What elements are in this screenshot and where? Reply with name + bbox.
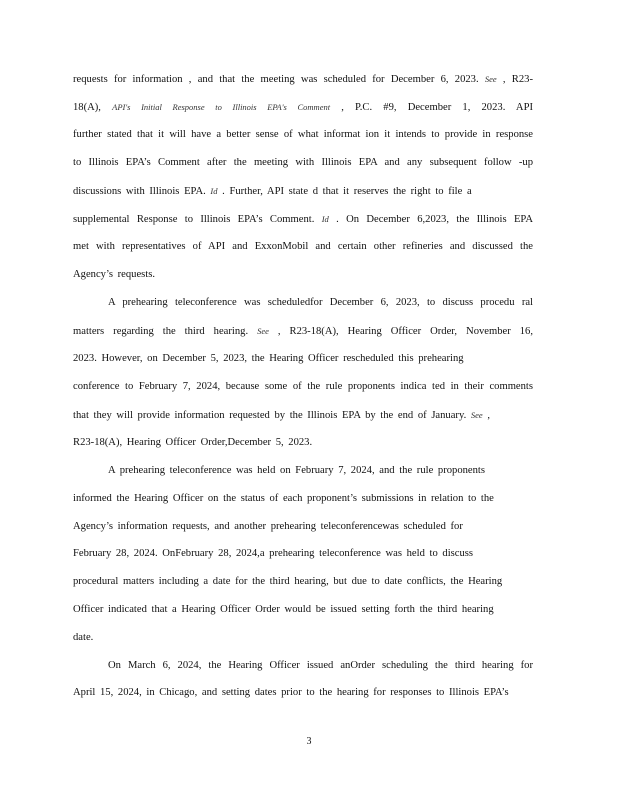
- text-segment: date.: [73, 632, 94, 643]
- citation-italic: Id: [321, 214, 329, 224]
- text-segment: 2023. However, on December 5, 2023, the Hearing Officer rescheduled this prehearing: [73, 353, 464, 364]
- text-segment: , R23-: [496, 74, 533, 85]
- text-segment: informed the Hearing Officer on the status of each proponent’s submissions in relation to the: [73, 493, 494, 504]
- text-line: [108, 296, 533, 310]
- text-line: [73, 156, 533, 170]
- citation-italic: See: [470, 410, 483, 420]
- text-segment: supplemental Response to Illinois EPA’s Comment.: [73, 214, 322, 225]
- text-line: [73, 520, 533, 534]
- text-line: [73, 324, 533, 339]
- text-segment: February 28, 2024. OnFebruary 28, 2024,a prehearing teleconference was held to discuss: [73, 548, 474, 559]
- text-line: [73, 380, 533, 394]
- text-line: [73, 547, 533, 561]
- text-segment: requests for information , and that the meeting was scheduled for December 6, 2023.: [73, 74, 485, 85]
- text-segment: matters regarding the third hearing.: [73, 326, 258, 337]
- text-line: [73, 408, 533, 423]
- text-segment: A prehearing teleconference was scheduledfor December 6, 2023, to discuss procedu ral: [108, 297, 533, 308]
- text-line: [73, 184, 533, 199]
- text-segment: Agency’s requests.: [73, 269, 156, 280]
- text-segment: 18(A),: [73, 102, 113, 113]
- text-segment: Agency’s information requests, and another prehearing teleconferencewas scheduled for: [73, 521, 463, 532]
- text-segment: , R23-18(A), Hearing Officer Order, November 16,: [268, 326, 533, 337]
- text-line: [73, 631, 533, 645]
- text-segment: discussions with Illinois EPA.: [73, 186, 211, 197]
- text-segment: , P.C. #9, December 1, 2023. API: [330, 102, 533, 113]
- text-segment: On March 6, 2024, the Hearing Officer issued anOrder scheduling the third hearing for: [108, 660, 533, 671]
- citation-italic: See: [484, 74, 497, 84]
- text-segment: . Further, API state d that it reserves the right to file a: [217, 186, 472, 197]
- text-segment: conference to February 7, 2024, because some of the rule proponents indica ted in their comments: [73, 381, 533, 392]
- citation-italic: Id: [210, 186, 218, 196]
- text-line: [73, 212, 533, 227]
- page-number: 3: [306, 736, 312, 747]
- text-segment: that they will provide information requested by the Illinois EPA by the end of January.: [73, 410, 471, 421]
- text-line: [108, 659, 533, 673]
- text-segment: Officer indicated that a Hearing Officer Order would be issued setting forth the third hearing: [73, 604, 494, 615]
- text-line: [73, 492, 533, 506]
- text-segment: to Illinois EPA’s Comment after the meeting with Illinois EPA and any subsequent follow -up: [73, 157, 533, 168]
- text-segment: R23-18(A), Hearing Officer Order,December 5, 2023.: [73, 437, 313, 448]
- text-segment: procedural matters including a date for the third hearing, but due to date conflicts, the Hearing: [73, 576, 503, 587]
- text-line: [73, 686, 533, 700]
- text-line: [73, 436, 533, 450]
- text-segment: met with representatives of API and ExxonMobil and certain other refineries and discussed the: [73, 241, 533, 252]
- citation-italic: API's Initial Response to Illinois EPA's Comment: [112, 102, 331, 112]
- text-line: [73, 268, 533, 282]
- text-line: [73, 575, 533, 589]
- text-segment: . On December 6,2023, the Illinois EPA: [328, 214, 533, 225]
- text-segment: April 15, 2024, in Chicago, and setting dates prior to the hearing for responses to Illinois EPA’s: [73, 687, 509, 698]
- text-segment: A prehearing teleconference was held on February 7, 2024, and the rule proponents: [108, 465, 486, 476]
- text-line: [73, 240, 533, 254]
- text-line: [73, 72, 533, 87]
- text-line: [108, 464, 533, 478]
- text-segment: ,: [482, 410, 490, 421]
- text-line: [73, 128, 533, 142]
- citation-italic: See: [257, 326, 269, 336]
- text-line: [73, 603, 533, 617]
- text-line: [73, 100, 533, 115]
- text-line: [73, 352, 533, 366]
- text-segment: further stated that it will have a better sense of what informat ion it intends to provide in response: [73, 129, 533, 140]
